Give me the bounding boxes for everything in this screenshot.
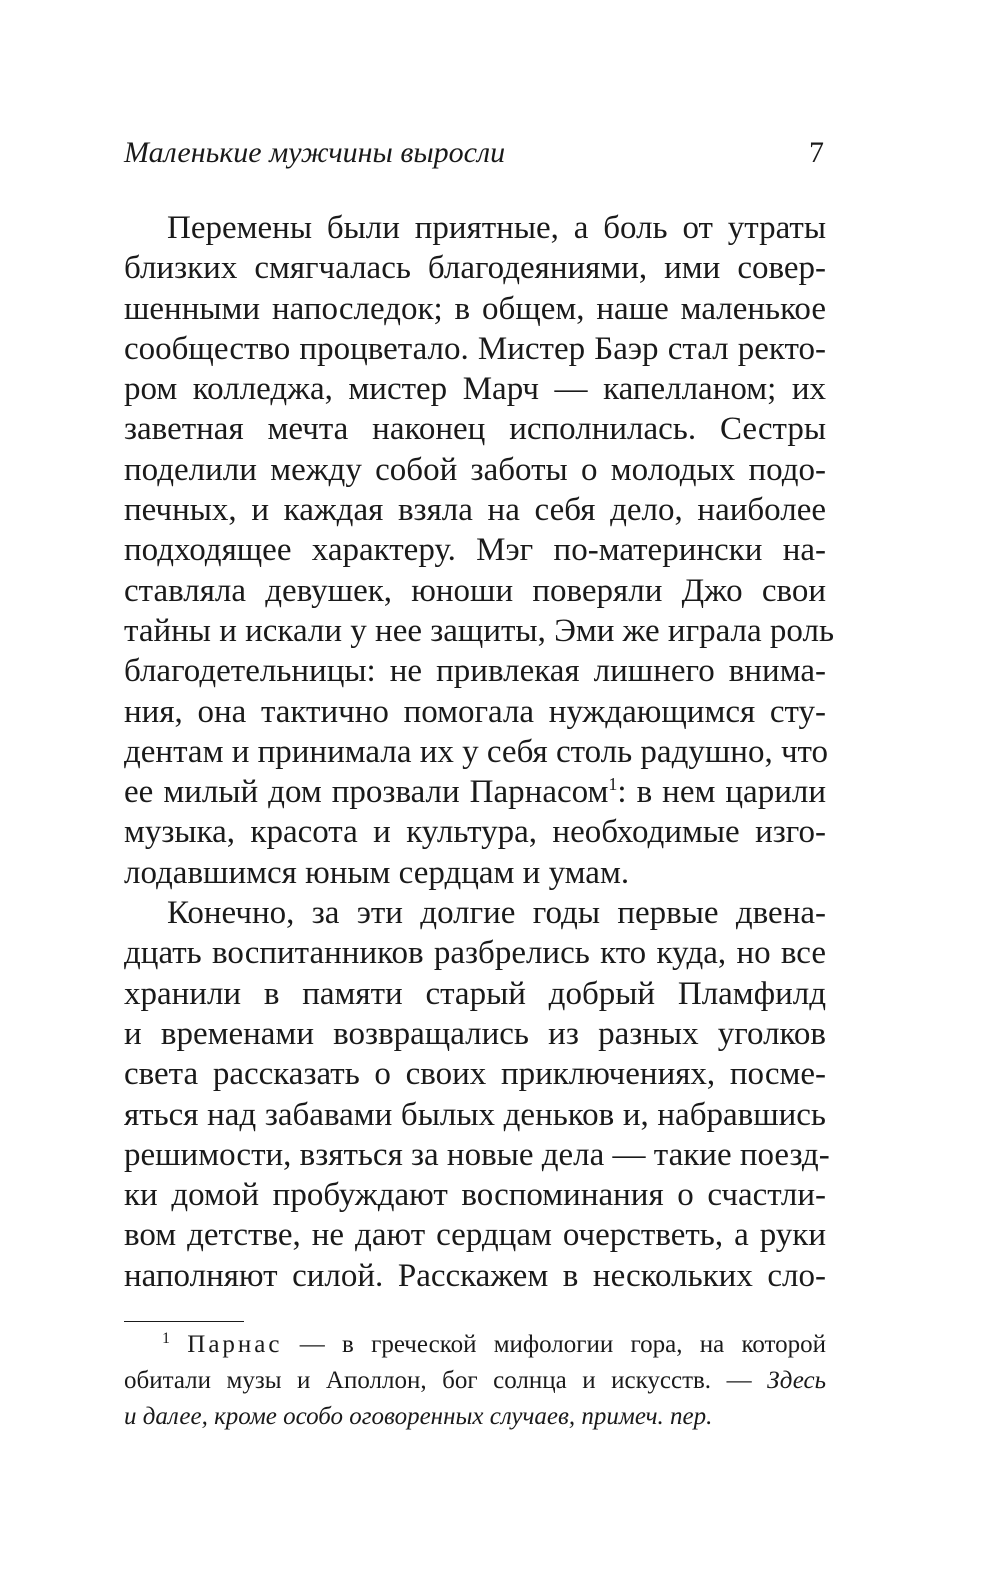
text-line-with-footnote-ref <box>124 772 826 812</box>
page-number: 7 <box>809 136 824 169</box>
text-line: решимости, взяться за новые дела — такие поезд- <box>124 1136 830 1173</box>
text-line: Конечно, за эти долгие годы первые двена- <box>167 895 826 932</box>
footnote-mark: 1 <box>162 1330 170 1347</box>
text-line: дентам и принимала их у себя столь радушно, что <box>124 733 829 770</box>
text-line: сообщество процветало. Мистер Баэр стал ректо- <box>124 330 826 367</box>
footnote-editor-note: Здесь <box>767 1367 826 1394</box>
text-line: наполняют силой. Расскажем в нескольких сло- <box>124 1257 826 1294</box>
running-head <box>124 133 826 173</box>
text-line: поделили между собой заботы о молодых подо- <box>124 451 826 488</box>
text-fragment: ее милый дом прозвали Парнасом <box>124 774 609 811</box>
text-line: близких смягчалась благодеяниями, ими совер- <box>124 250 826 287</box>
text-line: хранили в памяти старый добрый Пламфилд <box>124 975 826 1012</box>
text-line: Перемены были приятные, а боль от утраты <box>167 210 826 246</box>
footnote-text: — в греческой мифологии гора, на которой <box>282 1331 826 1358</box>
footnote-text: обитали музы и Аполлон, бог солнца и искусств. — <box>124 1367 768 1394</box>
text-line: света рассказать о своих приключениях, посме- <box>124 1056 826 1093</box>
text-line: ки домой пробуждают воспоминания о счастли- <box>124 1177 826 1214</box>
footnote-line <box>124 1363 826 1399</box>
book-page <box>124 0 834 1583</box>
text-fragment: : в нем царили <box>617 774 826 811</box>
running-title: Маленькие мужчины выросли <box>124 136 506 169</box>
text-line: тайны и искали у нее защиты, Эми же играла роль <box>124 612 834 649</box>
footnote-editor-note: и далее, кроме особо оговоренных случаев, примеч. пер. <box>124 1403 713 1430</box>
footnote-term: Парнас <box>187 1331 283 1358</box>
text-line: печных, и каждая взяла на себя дело, наиболее <box>124 492 826 529</box>
text-line: подходящее характеру. Мэг по-матерински на- <box>124 532 826 569</box>
text-line: ром колледжа, мистер Марч — капелланом; их <box>124 371 826 408</box>
footnote-line <box>124 1327 826 1363</box>
text-line: лодавшимся юным сердцам и умам. <box>124 854 630 891</box>
footnote-divider <box>124 1321 244 1322</box>
text-line: музыка, красота и культура, необходимые изго- <box>124 814 826 851</box>
text-line: ставляла девушек, юноши поверяли Джо свои <box>124 572 826 609</box>
text-line: благодетельницы: не привлекая лишнего внима- <box>124 653 826 690</box>
text-line: вом детстве, не дают сердцам очерстветь, а руки <box>124 1217 826 1254</box>
footnote <box>124 1327 826 1435</box>
text-line: яться над забавами былых деньков и, набравшись <box>124 1096 826 1133</box>
text-line: и временами возвращались из разных уголков <box>124 1015 826 1052</box>
footnote-reference[interactable]: 1 <box>608 774 618 795</box>
body-text <box>124 208 834 1296</box>
text-line: дцать воспитанников разбрелись кто куда, но все <box>124 935 826 972</box>
text-line: шенными напоследок; в общем, наше маленькое <box>124 290 826 327</box>
text-line: заветная мечта наконец исполнилась. Сестры <box>124 411 826 448</box>
text-line: ния, она тактично помогала нуждающимся сту- <box>124 693 826 730</box>
